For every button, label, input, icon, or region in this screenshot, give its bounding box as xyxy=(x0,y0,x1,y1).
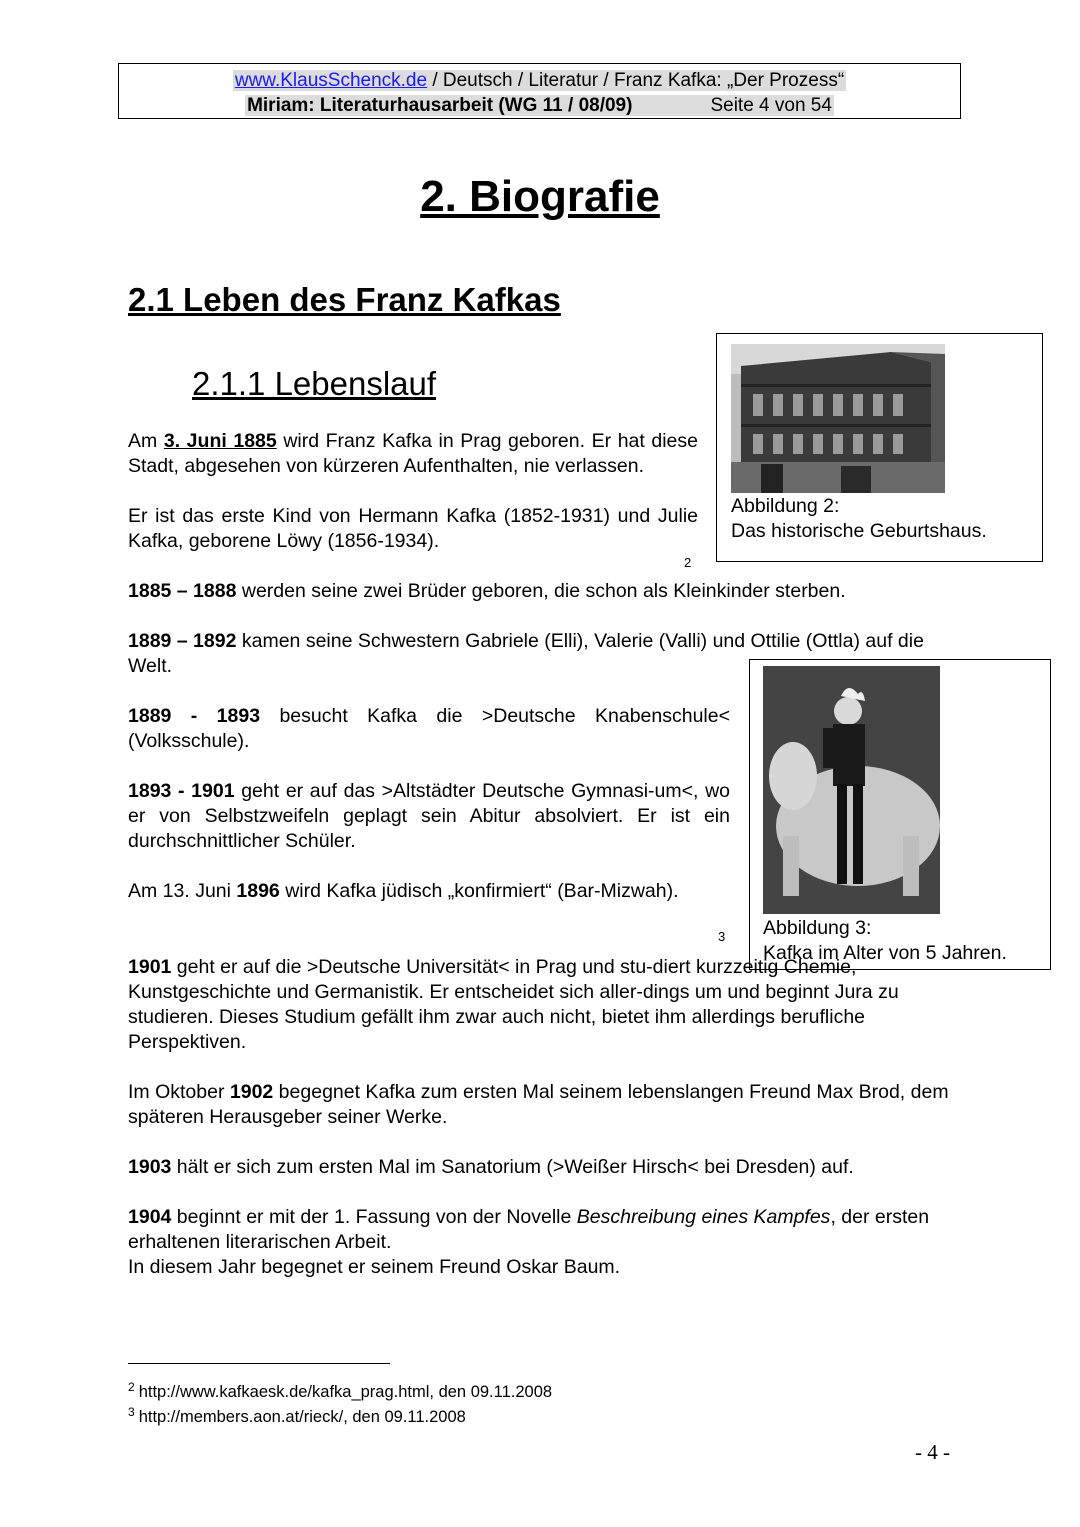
paragraph-novelle: 1904 beginnt er mit der 1. Fassung von der Novelle Beschreibung eines Kampfes, der ersten erhaltenen literarischen Arbeit. In diesem Jahr begegnet er seinem Freund Oskar Baum. xyxy=(128,1206,930,1278)
year: 1889 - 1893 xyxy=(128,705,261,727)
year: 1896 xyxy=(236,880,280,902)
header-line-1 xyxy=(119,69,960,93)
paragraph-parents: Er ist das erste Kind von Hermann Kafka (1852-1931) und Julie Kafka, geborene Löwy (1856-1934). xyxy=(128,505,698,552)
figure-2-caption-line-2: Das historische Geburtshaus. xyxy=(731,520,987,542)
paragraph-sisters: 1889 – 1892 kamen seine Schwestern Gabriele (Elli), Valerie (Valli) und Ottilie (Ottla) auf die Welt. xyxy=(128,630,924,677)
figure-3-footnote-ref: 3 xyxy=(718,929,726,944)
footnote-3-text: http://members.aon.at/rieck/, den 09.11.2008 xyxy=(138,1408,466,1426)
year: 1893 - 1901 xyxy=(128,780,235,802)
paragraph-gymnasium: 1893 - 1901 geht er auf das >Altstädter Deutsche Gymnasi-um<, wo er von Selbstzweifeln geplagt sein Abitur absolviert. Er ist ein durchschnittlicher Schüler. xyxy=(128,780,730,852)
figure-2-caption-line-1: Abbildung 2: xyxy=(731,495,840,517)
figure-2-footnote-ref: 2 xyxy=(684,555,692,570)
section-title: 2.1 Leben des Franz Kafkas xyxy=(128,281,561,318)
figure-3-caption-line-2: Kafka im Alter von 5 Jahren. xyxy=(763,942,1007,964)
paragraph-university: 1901 geht er auf die >Deutsche Universität< in Prag und stu-diert kurzzeitig Chemie, Kunstgeschichte und Germanistik. Er entscheidet sich aller-dings um und beginnt Jura zu studieren. Dieses Studium gefällt ihm zwar auch nicht, bietet ihm allerdings berufliche Perspektiven. xyxy=(128,956,899,1053)
footnote-3: $^3$ http://members.aon.at/rieck/, den 09.11.2008 xyxy=(128,1405,466,1426)
figure-birth-house xyxy=(716,333,1043,562)
figure-kafka-child xyxy=(749,659,1051,970)
author-line: Miriam: Literaturhausarbeit (WG 11 / 08/09) xyxy=(247,95,633,116)
year: 1904 xyxy=(128,1206,172,1228)
page-number: - 4 - xyxy=(915,1440,950,1464)
paragraph-bar-mizwah: Am 13. Juni 1896 wird Kafka jüdisch „konfirmiert“ (Bar-Mizwah). xyxy=(128,880,679,902)
year: 1903 xyxy=(128,1156,172,1178)
work-title: Beschreibung eines Kampfes xyxy=(576,1206,831,1228)
year: 1889 – 1892 xyxy=(128,630,237,652)
paragraph-sanatorium: 1903 hält er sich zum ersten Mal im Sanatorium (>Weißer Hirsch< bei Dresden) auf. xyxy=(128,1156,854,1178)
footnote-2-text: http://www.kafkaesk.de/kafka_prag.html, den 09.11.2008 xyxy=(138,1383,553,1401)
birth-house-photo xyxy=(731,344,945,493)
figure-3-caption-line-1: Abbildung 3: xyxy=(763,917,872,939)
subsection-title: 2.1.1 Lebenslauf xyxy=(192,365,437,402)
site-link[interactable]: www.KlausSchenck.de xyxy=(234,70,428,91)
year: 1885 – 1888 xyxy=(128,580,237,602)
document-header xyxy=(118,63,961,119)
year: 1902 xyxy=(229,1081,274,1103)
kafka-child-photo xyxy=(763,666,940,914)
page-info: Seite 4 von 54 xyxy=(710,95,832,116)
paragraph-brothers: 1885 – 1888 werden seine zwei Brüder geboren, die schon als Kleinkinder sterben. xyxy=(128,580,846,602)
birth-date: 3. Juni 1885 xyxy=(163,430,277,452)
header-line-2 xyxy=(119,94,960,118)
paragraph-max-brod: Im Oktober 1902 begegnet Kafka zum ersten Mal seinem lebenslangen Freund Max Brod, dem späteren Herausgeber seiner Werke. xyxy=(128,1081,949,1128)
footnote-2: $^2$ http://www.kafkaesk.de/kafka_prag.html, den 09.11.2008 xyxy=(128,1380,553,1401)
page-title: 2. Biografie xyxy=(420,172,660,221)
paragraph-birth: Am 3. Juni 1885 wird Franz Kafka in Prag geboren. Er hat diese Stadt, abgesehen von kürzeren Aufenthalten, nie verlassen. xyxy=(128,430,698,477)
paragraph-volksschule: 1889 - 1893 besucht Kafka die >Deutsche Knabenschule< (Volksschule). xyxy=(128,705,730,752)
footnote-separator xyxy=(128,1363,390,1364)
breadcrumb-text: / Deutsch / Literatur / Franz Kafka: „Der Prozess“ xyxy=(427,70,845,91)
year: 1901 xyxy=(128,956,172,978)
